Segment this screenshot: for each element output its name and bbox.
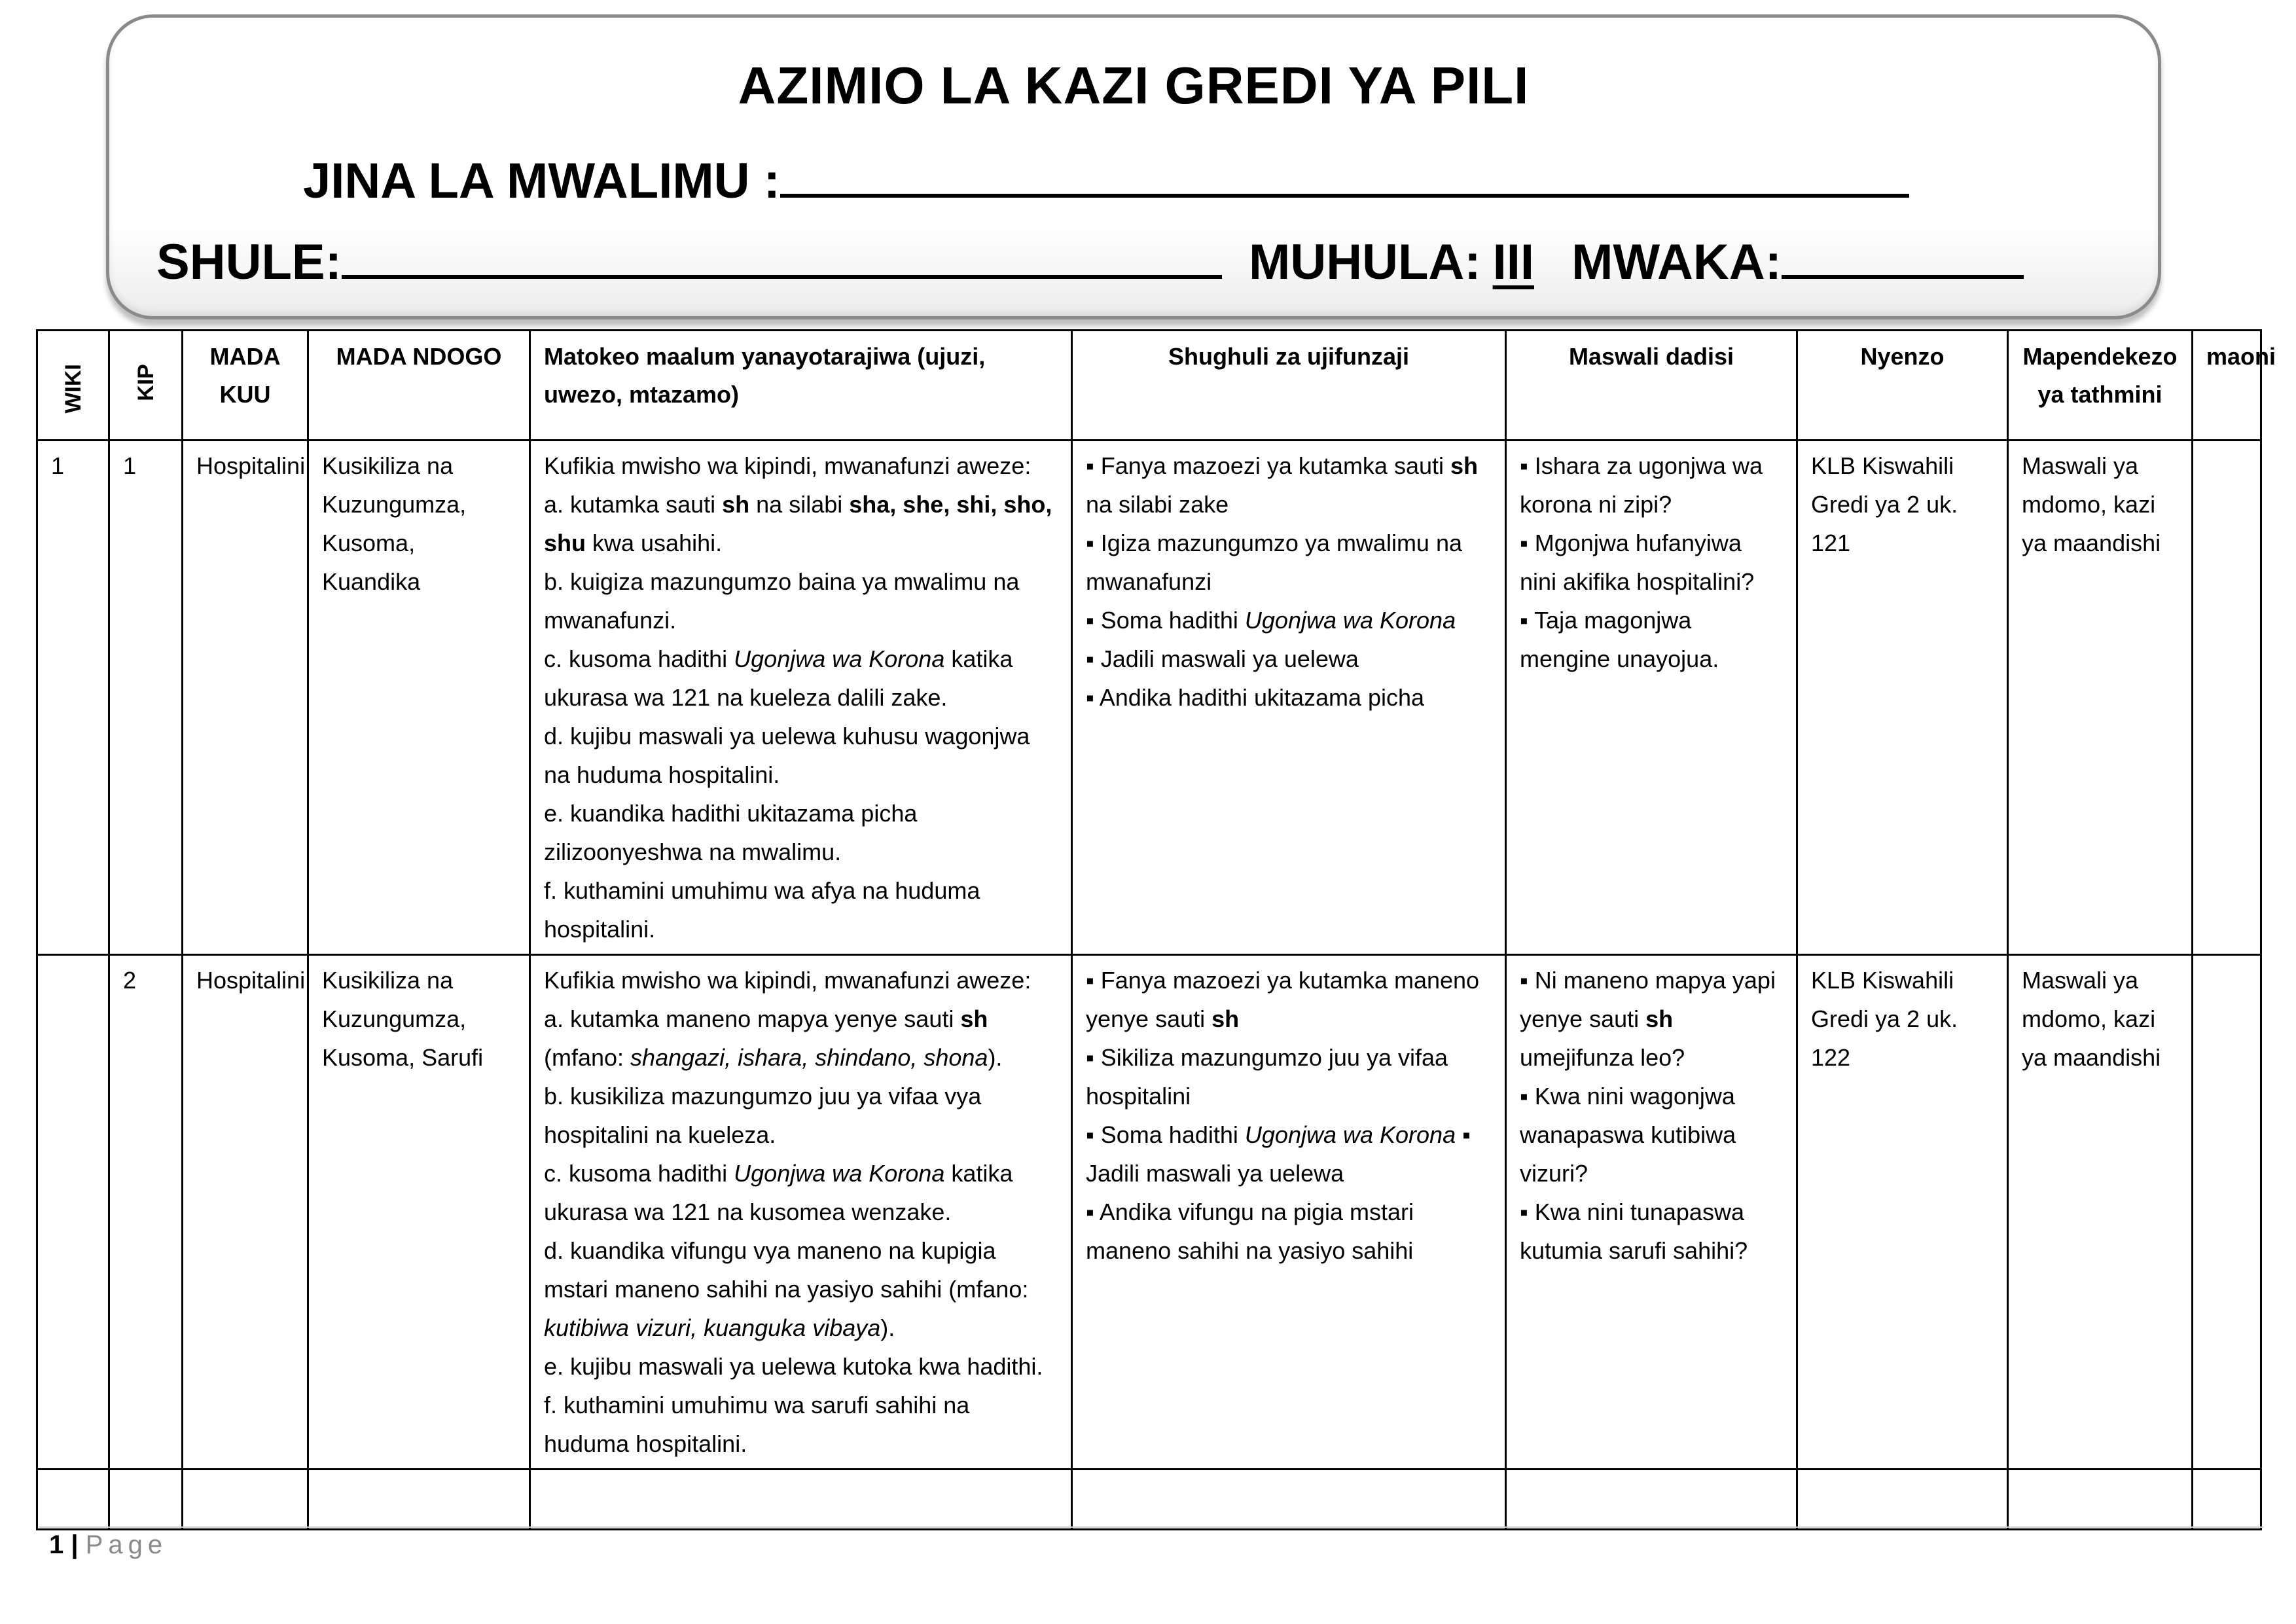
empty-cell[interactable] [2008,1470,2193,1530]
empty-cell[interactable] [1506,1470,1797,1530]
cell-wiki [37,955,109,1470]
empty-cell[interactable] [308,1470,530,1530]
col-header-maoni: maoni [2193,331,2261,441]
teacher-name-blank[interactable] [780,156,1909,198]
school-term-year-line [156,234,2024,291]
cell-mada-ndogo: Kusikiliza na Kuzungumza, Kusoma, Kuandika [308,441,530,955]
cell-wiki: 1 [37,441,109,955]
cell-mada-kuu: Hospitalini [183,955,308,1470]
cell-mada-kuu: Hospitalini [183,441,308,955]
col-header-mapendekezo: Mapendekezo ya tathmini [2008,331,2193,441]
document-title: AZIMIO LA KAZI GREDI YA PILI [738,56,1530,115]
school-label: SHULE: [156,234,342,290]
school-blank[interactable] [342,237,1222,279]
col-header-matokeo: Matokeo maalum yanayotarajiwa (ujuzi, uwezo, mtazamo) [530,331,1072,441]
cell-mapendekezo: Maswali ya mdomo, kazi ya maandishi [2008,955,2193,1470]
col-header-maswali: Maswali dadisi [1506,331,1797,441]
cell-maoni [2193,955,2261,1470]
cell-matokeo: Kufikia mwisho wa kipindi, mwanafunzi aweze: a. kutamka maneno mapya yenye sauti sh (mfano: shangazi, ishara, shindano, shona). b. kusikiliza mazungumzo juu ya vifaa vya hospitalini na kueleza. c. kusoma hadithi Ugonjwa wa Korona katika ukurasa wa 121 na kusomea wenzake. d. kuandika vifungu vya maneno na kupigia mstari maneno sahihi na yasiyo sahihi (mfano: kutibiwa vizuri, kuanguka vibaya). e. kujibu maswali ya uelewa kutoka kwa hadithi. f. kuthamini umuhimu wa sarufi sahihi na huduma hospitalini. [530,955,1072,1470]
scheme-of-work-table [36,329,2276,1530]
cell-kip: 1 [109,441,183,955]
page-word: Page [85,1530,168,1559]
page-separator: | [63,1530,86,1559]
teacher-name-label: JINA LA MWALIMU : [303,153,780,209]
cell-nyenzo: KLB Kiswahili Gredi ya 2 uk. 122 [1797,955,2008,1470]
cell-maswali: ▪ Ishara za ugonjwa wa korona ni zipi? ▪ Mgonjwa hufanyiwa nini akifika hospitalini? ▪ Taja magonjwa mengine unayojua. [1506,441,1797,955]
cell-kip: 2 [109,955,183,1470]
cell-matokeo: Kufikia mwisho wa kipindi, mwanafunzi aweze: a. kutamka sauti sh na silabi sha, she, shi, sho, shu kwa usahihi. b. kuigiza mazungumzo baina ya mwalimu na mwanafunzi. c. kusoma hadithi Ugonjwa wa Korona katika ukurasa wa 121 na kueleza dalili zake. d. kujibu maswali ya uelewa kuhusu wagonjwa na huduma hospitalini. e. kuandika hadithi ukitazama picha zilizoonyeshwa na mwalimu. f. kuthamini umuhimu wa afya na huduma hospitalini. [530,441,1072,955]
cell-nyenzo: KLB Kiswahili Gredi ya 2 uk. 121 [1797,441,2008,955]
term-label: MUHULA: [1249,234,1481,290]
cell-maoni [2193,441,2261,955]
header-box [106,14,2161,319]
cell-shughuli: ▪ Fanya mazoezi ya kutamka maneno yenye sauti sh ▪ Sikiliza mazungumzo juu ya vifaa hospitalini ▪ Soma hadithi Ugonjwa wa Korona ▪ Jadili maswali ya uelewa ▪ Andika vifungu na pigia mstari maneno sahihi na yasiyo sahihi [1072,955,1506,1470]
col-header-nyenzo: Nyenzo [1797,331,2008,441]
empty-cell[interactable] [183,1470,308,1530]
empty-cell[interactable] [37,1470,109,1530]
table-header-row [37,331,2261,441]
empty-cell[interactable] [2193,1470,2261,1530]
footer-divider [39,1526,2263,1528]
cell-shughuli: ▪ Fanya mazoezi ya kutamka sauti sh na silabi zake ▪ Igiza mazungumzo ya mwalimu na mwanafunzi ▪ Soma hadithi Ugonjwa wa Korona ▪ Jadili maswali ya uelewa ▪ Andika hadithi ukitazama picha [1072,441,1506,955]
table-row-empty [37,1470,2261,1530]
col-header-kip: KIP [109,331,183,441]
col-header-wiki: WIKI [37,331,109,441]
teacher-name-line [303,153,1909,209]
empty-cell[interactable] [1797,1470,2008,1530]
empty-cell[interactable] [530,1470,1072,1530]
empty-cell[interactable] [109,1470,183,1530]
year-blank[interactable] [1782,237,2024,279]
cell-mapendekezo: Maswali ya mdomo, kazi ya maandishi [2008,441,2193,955]
year-label: MWAKA: [1571,234,1782,290]
col-header-mada-ndogo: MADA NDOGO [308,331,530,441]
col-header-mada-kuu: MADA KUU [183,331,308,441]
empty-cell[interactable] [1072,1470,1506,1530]
cell-mada-ndogo: Kusikiliza na Kuzungumza, Kusoma, Sarufi [308,955,530,1470]
table-row [37,441,2261,955]
table-row [37,955,2261,1470]
col-header-shughuli: Shughuli za ujifunzaji [1072,331,1506,441]
page-number: 1 [49,1530,64,1559]
term-value: III [1492,234,1534,290]
cell-maswali: ▪ Ni maneno mapya yapi yenye sauti sh umejifunza leo? ▪ Kwa nini wagonjwa wanapaswa kutibiwa vizuri? ▪ Kwa nini tunapaswa kutumia sarufi sahihi? [1506,955,1797,1470]
page-footer [49,1530,168,1560]
